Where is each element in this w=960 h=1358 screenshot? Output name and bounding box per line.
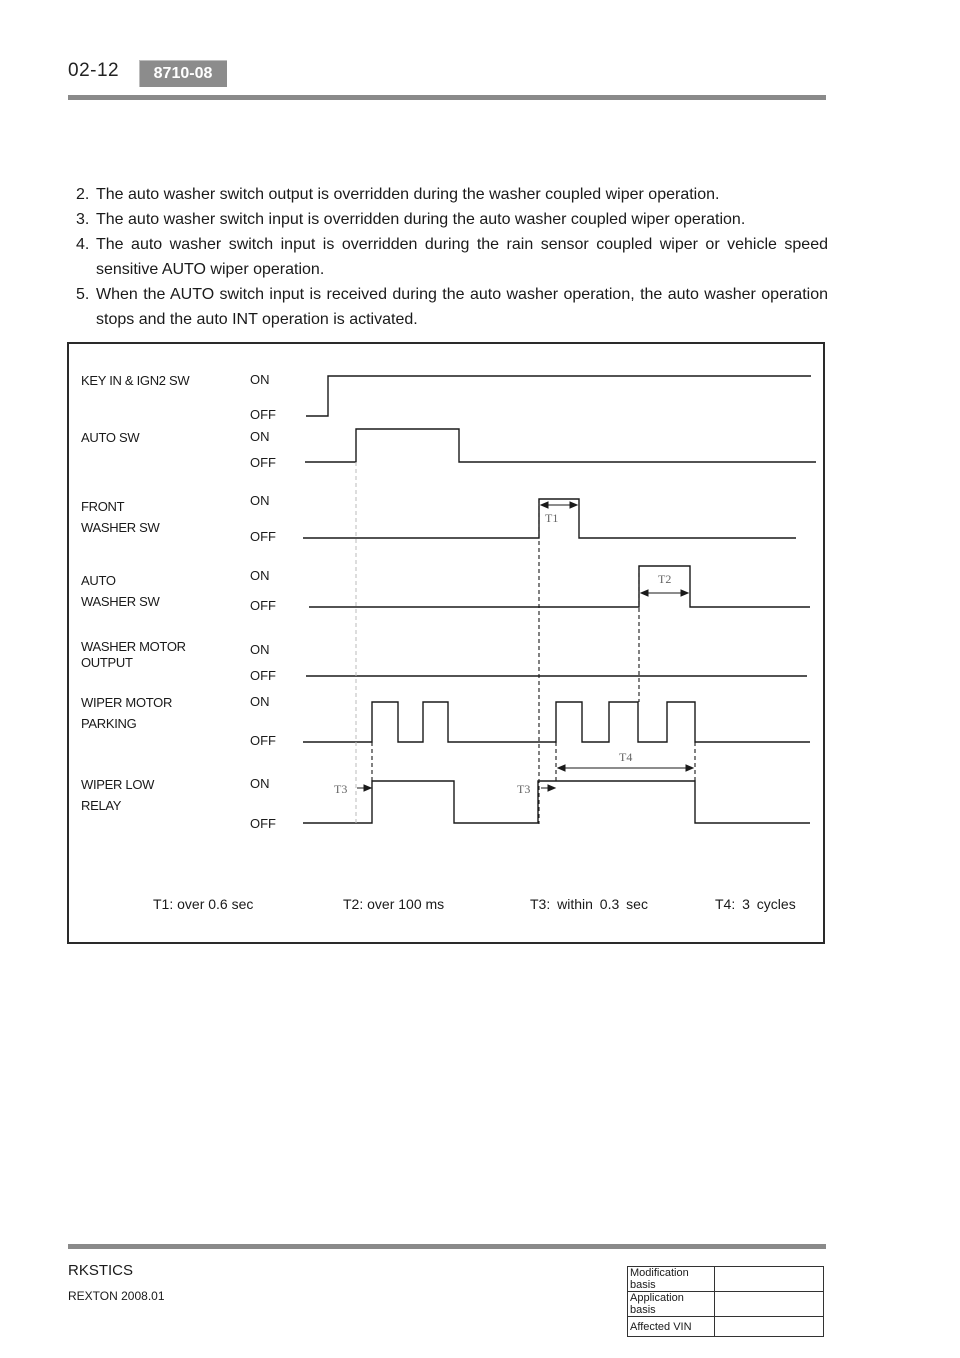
state-on-label: ON	[250, 493, 270, 508]
state-off-label: OFF	[250, 598, 276, 613]
state-on-label: ON	[250, 694, 270, 709]
state-off-label: OFF	[250, 529, 276, 544]
state-on-label: ON	[250, 372, 270, 387]
legend-t4: T4: 3 cycles	[715, 896, 796, 912]
note-number: 3.	[76, 211, 90, 228]
notes-list	[76, 182, 828, 332]
table-cell-label: Application basis	[628, 1292, 715, 1317]
state-on-label: ON	[250, 642, 270, 657]
list-item	[76, 207, 828, 232]
legend-t1: T1: over 0.6 sec	[153, 896, 254, 912]
note-text: The auto washer switch input is overridden during the auto washer coupled wiper operation.	[96, 211, 746, 228]
timing-mark-t3: T3	[334, 782, 348, 796]
note-number: 5.	[76, 286, 90, 303]
page-number: 02-12	[68, 60, 120, 81]
list-item	[76, 182, 828, 207]
footer-rule	[68, 1244, 826, 1249]
table-cell-label: Affected VIN	[628, 1317, 715, 1337]
list-item	[76, 232, 828, 282]
timing-mark-t1: T1	[545, 511, 559, 525]
table-row	[628, 1292, 824, 1317]
note-text: When the AUTO switch input is received during the auto washer operation, the auto washer operation stops and the auto INT operation is activated.	[96, 286, 828, 328]
state-on-label: ON	[250, 568, 270, 583]
note-text: The auto washer switch input is overridden during the rain sensor coupled wiper or vehicle speed sensitive AUTO wiper operation.	[96, 236, 828, 278]
signal-label-front-washer-sw: FRONT WASHER SW	[81, 499, 160, 535]
footer-section-name: RKSTICS	[68, 1262, 134, 1279]
state-off-label: OFF	[250, 407, 276, 422]
modification-table	[627, 1266, 824, 1337]
signal-label-auto-sw: AUTO SW	[81, 430, 140, 445]
state-off-label: OFF	[250, 455, 276, 470]
state-off-label: OFF	[250, 816, 276, 831]
state-on-label: ON	[250, 776, 270, 791]
signal-label-key-in-ign2: KEY IN & IGN2 SW	[81, 373, 190, 388]
timing-diagram	[67, 342, 825, 944]
timing-mark-t4: T4	[619, 750, 633, 764]
table-cell-value	[715, 1292, 824, 1317]
section-code-badge: 8710-08	[139, 60, 227, 87]
state-off-label: OFF	[250, 668, 276, 683]
state-off-label: OFF	[250, 733, 276, 748]
waveform-auto-sw	[305, 429, 816, 462]
note-number: 2.	[76, 186, 90, 203]
timing-mark-t3: T3	[517, 782, 531, 796]
state-on-label: ON	[250, 429, 270, 444]
waveform-key-in-ign2	[306, 376, 811, 416]
legend-t2: T2: over 100 ms	[343, 896, 445, 912]
header-rule	[68, 95, 826, 100]
waveform-wiper-low-relay	[303, 781, 810, 823]
note-text: The auto washer switch output is overridden during the washer coupled wiper operation.	[96, 186, 720, 203]
signal-label-wiper-motor-parking: WIPER MOTOR PARKING	[81, 695, 173, 731]
legend-t3: T3: within 0.3 sec	[530, 896, 648, 912]
table-cell-label: Modification basis	[628, 1267, 715, 1292]
signal-label-washer-motor-output: WASHER MOTOR OUTPUT	[81, 639, 186, 670]
table-cell-value	[715, 1317, 824, 1337]
waveform-auto-washer-sw	[309, 566, 810, 607]
table-cell-value	[715, 1267, 824, 1292]
table-row	[628, 1267, 824, 1292]
signal-label-auto-washer-sw: AUTO WASHER SW	[81, 573, 160, 609]
footer-model: REXTON 2008.01	[68, 1289, 165, 1303]
note-number: 4.	[76, 236, 90, 253]
timing-mark-t2: T2	[658, 572, 672, 586]
table-row	[628, 1317, 824, 1337]
signal-label-wiper-low-relay: WIPER LOW RELAY	[81, 777, 155, 813]
waveform-wiper-motor-parking	[303, 702, 810, 742]
list-item	[76, 282, 828, 332]
